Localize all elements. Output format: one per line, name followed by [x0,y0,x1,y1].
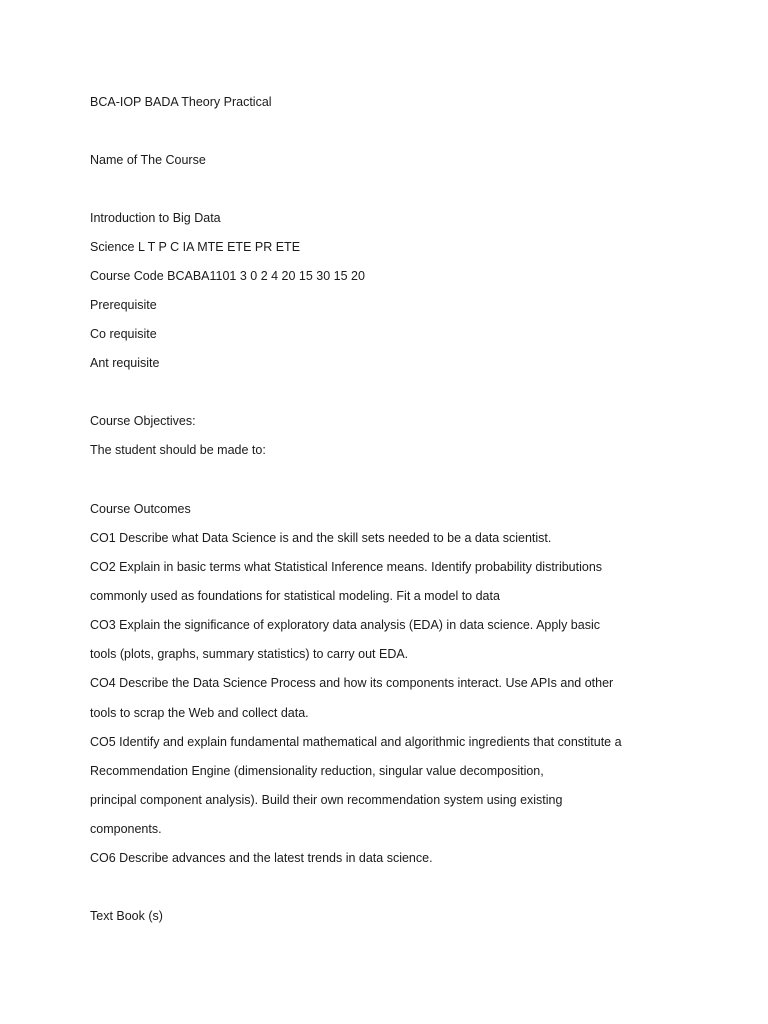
prerequisite-line: Prerequisite [90,298,157,312]
outcome-co5-line-2: Recommendation Engine (dimensionality reduction, singular value decomposition, [90,764,544,778]
outcome-co4-line-2: tools to scrap the Web and collect data. [90,706,309,720]
course-name-label: Name of The Course [90,153,206,167]
outcome-co2-line-2: commonly used as foundations for statistical modeling. Fit a model to data [90,589,500,603]
course-code-line: Course Code BCABA1101 3 0 2 4 20 15 30 15 20 [90,269,365,283]
outcome-co5-line-1: CO5 Identify and explain fundamental mathematical and algorithmic ingredients that constitute a [90,735,622,749]
course-name-line-2: Science L T P C IA MTE ETE PR ETE [90,240,301,254]
outcomes-heading: Course Outcomes [90,502,191,516]
objectives-intro: The student should be made to: [90,443,266,457]
corequisite-line: Co requisite [90,327,157,341]
outcome-co5-line-3: principal component analysis). Build their own recommendation system using existing [90,793,563,807]
outcome-co3-line-1: CO3 Explain the significance of exploratory data analysis (EDA) in data science. Apply basic [90,618,600,632]
course-name-line-1: Introduction to Big Data [90,211,221,225]
outcome-co2-line-1: CO2 Explain in basic terms what Statistical Inference means. Identify probability distributions [90,560,603,574]
antrequisite-line: Ant requisite [90,356,160,370]
outcome-co1: CO1 Describe what Data Science is and the skill sets needed to be a data scientist. [90,531,552,545]
textbooks-heading: Text Book (s) [90,909,163,923]
outcome-co6: CO6 Describe advances and the latest trends in data science. [90,851,433,865]
objectives-heading: Course Objectives: [90,414,196,428]
outcome-co3-line-2: tools (plots, graphs, summary statistics) to carry out EDA. [90,647,409,661]
document-title: BCA-IOP BADA Theory Practical [90,95,272,109]
outcome-co5-line-4: components. [90,822,162,836]
outcome-co4-line-1: CO4 Describe the Data Science Process and how its components interact. Use APIs and other [90,676,614,690]
